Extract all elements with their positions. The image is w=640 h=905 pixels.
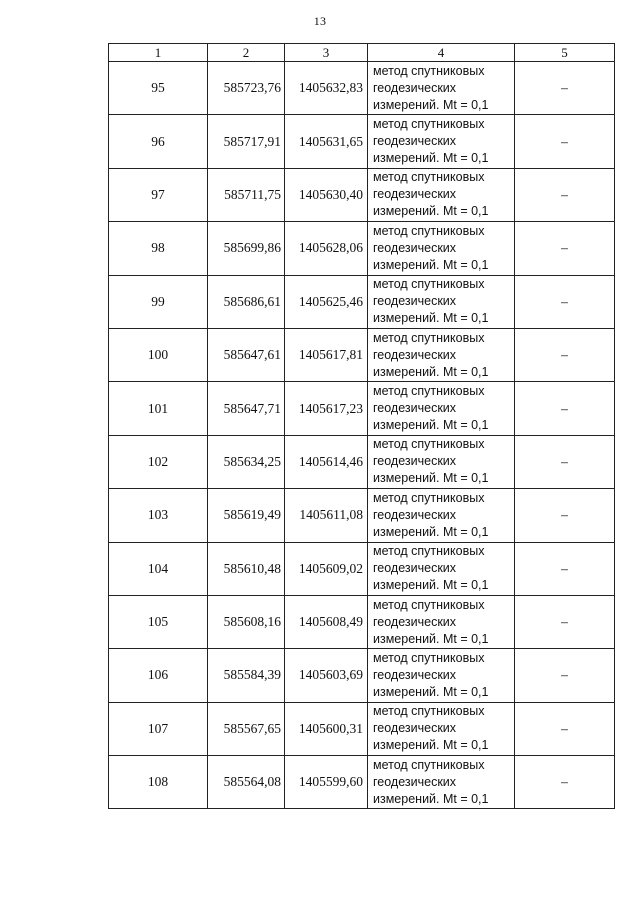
coordinate-x: 585711,75 (208, 168, 285, 221)
point-number: 95 (109, 62, 208, 115)
method-line: измерений. Mt = 0,1 (373, 311, 489, 326)
note-dash: – (515, 328, 615, 381)
method-line: метод спутниковых (373, 384, 485, 399)
header-col-2: 2 (208, 44, 285, 62)
coordinate-x: 585610,48 (208, 542, 285, 595)
method-line: геодезических (373, 80, 457, 95)
point-number: 98 (109, 222, 208, 275)
header-col-3: 3 (285, 44, 368, 62)
method-line: метод спутниковых (373, 597, 485, 612)
method-description (368, 435, 515, 488)
method-line: измерений. Mt = 0,1 (373, 151, 489, 166)
coordinate-y: 1405630,40 (285, 168, 368, 221)
coordinate-y: 1405614,46 (285, 435, 368, 488)
method-description (368, 62, 515, 115)
table-row (109, 489, 615, 542)
method-line: геодезических (373, 561, 457, 576)
note-dash: – (515, 489, 615, 542)
method-line: метод спутниковых (373, 277, 485, 292)
method-line: измерений. Mt = 0,1 (373, 578, 489, 593)
method-line: измерений. Mt = 0,1 (373, 418, 489, 433)
note-dash: – (515, 649, 615, 702)
method-line: геодезических (373, 454, 457, 469)
method-line: измерений. Mt = 0,1 (373, 257, 489, 272)
method-description (368, 222, 515, 275)
coordinate-y: 1405631,65 (285, 115, 368, 168)
method-line: измерений. Mt = 0,1 (373, 97, 489, 112)
note-dash: – (515, 62, 615, 115)
note-dash: – (515, 595, 615, 648)
method-line: геодезических (373, 294, 457, 309)
coordinate-y: 1405632,83 (285, 62, 368, 115)
method-line: измерений. Mt = 0,1 (373, 204, 489, 219)
header-col-5: 5 (515, 44, 615, 62)
note-dash: – (515, 542, 615, 595)
method-line: геодезических (373, 187, 457, 202)
method-line: геодезических (373, 614, 457, 629)
table-row (109, 702, 615, 755)
coordinate-x: 585723,76 (208, 62, 285, 115)
coordinate-x: 585634,25 (208, 435, 285, 488)
method-line: метод спутниковых (373, 704, 485, 719)
coordinate-y: 1405628,06 (285, 222, 368, 275)
coordinate-y: 1405617,23 (285, 382, 368, 435)
method-line: геодезических (373, 134, 457, 149)
method-description (368, 328, 515, 381)
coordinate-x: 585567,65 (208, 702, 285, 755)
method-line: геодезических (373, 721, 457, 736)
method-line: метод спутниковых (373, 330, 485, 345)
method-description (368, 595, 515, 648)
coordinate-y: 1405599,60 (285, 756, 368, 809)
coordinate-x: 585699,86 (208, 222, 285, 275)
note-dash: – (515, 168, 615, 221)
method-line: измерений. Mt = 0,1 (373, 791, 489, 806)
point-number: 100 (109, 328, 208, 381)
method-description (368, 168, 515, 221)
coordinate-x: 585686,61 (208, 275, 285, 328)
note-dash: – (515, 115, 615, 168)
method-line: измерений. Mt = 0,1 (373, 364, 489, 379)
note-dash: – (515, 382, 615, 435)
note-dash: – (515, 702, 615, 755)
method-line: метод спутниковых (373, 63, 485, 78)
method-line: измерений. Mt = 0,1 (373, 471, 489, 486)
method-line: измерений. Mt = 0,1 (373, 524, 489, 539)
table-row (109, 756, 615, 809)
method-line: геодезических (373, 507, 457, 522)
coordinates-table (108, 43, 615, 809)
note-dash: – (515, 435, 615, 488)
table-row (109, 115, 615, 168)
note-dash: – (515, 756, 615, 809)
coordinate-x: 585717,91 (208, 115, 285, 168)
table-body (109, 62, 615, 809)
point-number: 97 (109, 168, 208, 221)
coordinate-x: 585647,61 (208, 328, 285, 381)
method-description (368, 382, 515, 435)
method-line: геодезических (373, 667, 457, 682)
method-line: метод спутниковых (373, 223, 485, 238)
coordinate-y: 1405600,31 (285, 702, 368, 755)
table-row (109, 649, 615, 702)
method-description (368, 756, 515, 809)
method-line: метод спутниковых (373, 117, 485, 132)
method-description (368, 702, 515, 755)
coordinate-x: 585619,49 (208, 489, 285, 542)
point-number: 104 (109, 542, 208, 595)
coordinate-y: 1405625,46 (285, 275, 368, 328)
point-number: 105 (109, 595, 208, 648)
table-row (109, 275, 615, 328)
method-line: измерений. Mt = 0,1 (373, 738, 489, 753)
header-col-1: 1 (109, 44, 208, 62)
method-description (368, 115, 515, 168)
method-line: геодезических (373, 774, 457, 789)
method-description (368, 275, 515, 328)
method-line: метод спутниковых (373, 437, 485, 452)
coordinate-y: 1405611,08 (285, 489, 368, 542)
method-description (368, 649, 515, 702)
point-number: 106 (109, 649, 208, 702)
point-number: 101 (109, 382, 208, 435)
coordinate-y: 1405617,81 (285, 328, 368, 381)
method-line: метод спутниковых (373, 170, 485, 185)
method-line: метод спутниковых (373, 650, 485, 665)
table-row (109, 222, 615, 275)
point-number: 96 (109, 115, 208, 168)
page-number: 13 (313, 14, 327, 28)
coordinate-x: 585608,16 (208, 595, 285, 648)
point-number: 102 (109, 435, 208, 488)
header-col-4: 4 (368, 44, 515, 62)
method-description (368, 542, 515, 595)
table-row (109, 62, 615, 115)
method-line: метод спутниковых (373, 544, 485, 559)
table-row (109, 595, 615, 648)
note-dash: – (515, 275, 615, 328)
table-header-row (109, 44, 615, 62)
method-line: геодезических (373, 240, 457, 255)
table-row (109, 168, 615, 221)
table-row (109, 435, 615, 488)
coordinate-x: 585584,39 (208, 649, 285, 702)
coordinate-y: 1405603,69 (285, 649, 368, 702)
method-line: измерений. Mt = 0,1 (373, 631, 489, 646)
coordinate-x: 585647,71 (208, 382, 285, 435)
note-dash: – (515, 222, 615, 275)
method-line: геодезических (373, 347, 457, 362)
table-row (109, 328, 615, 381)
method-line: измерений. Mt = 0,1 (373, 684, 489, 699)
point-number: 108 (109, 756, 208, 809)
method-description (368, 489, 515, 542)
coordinate-x: 585564,08 (208, 756, 285, 809)
point-number: 103 (109, 489, 208, 542)
method-line: геодезических (373, 401, 457, 416)
table-row (109, 542, 615, 595)
table-row (109, 382, 615, 435)
point-number: 107 (109, 702, 208, 755)
coordinate-y: 1405608,49 (285, 595, 368, 648)
point-number: 99 (109, 275, 208, 328)
method-line: метод спутниковых (373, 757, 485, 772)
coordinate-y: 1405609,02 (285, 542, 368, 595)
method-line: метод спутниковых (373, 490, 485, 505)
